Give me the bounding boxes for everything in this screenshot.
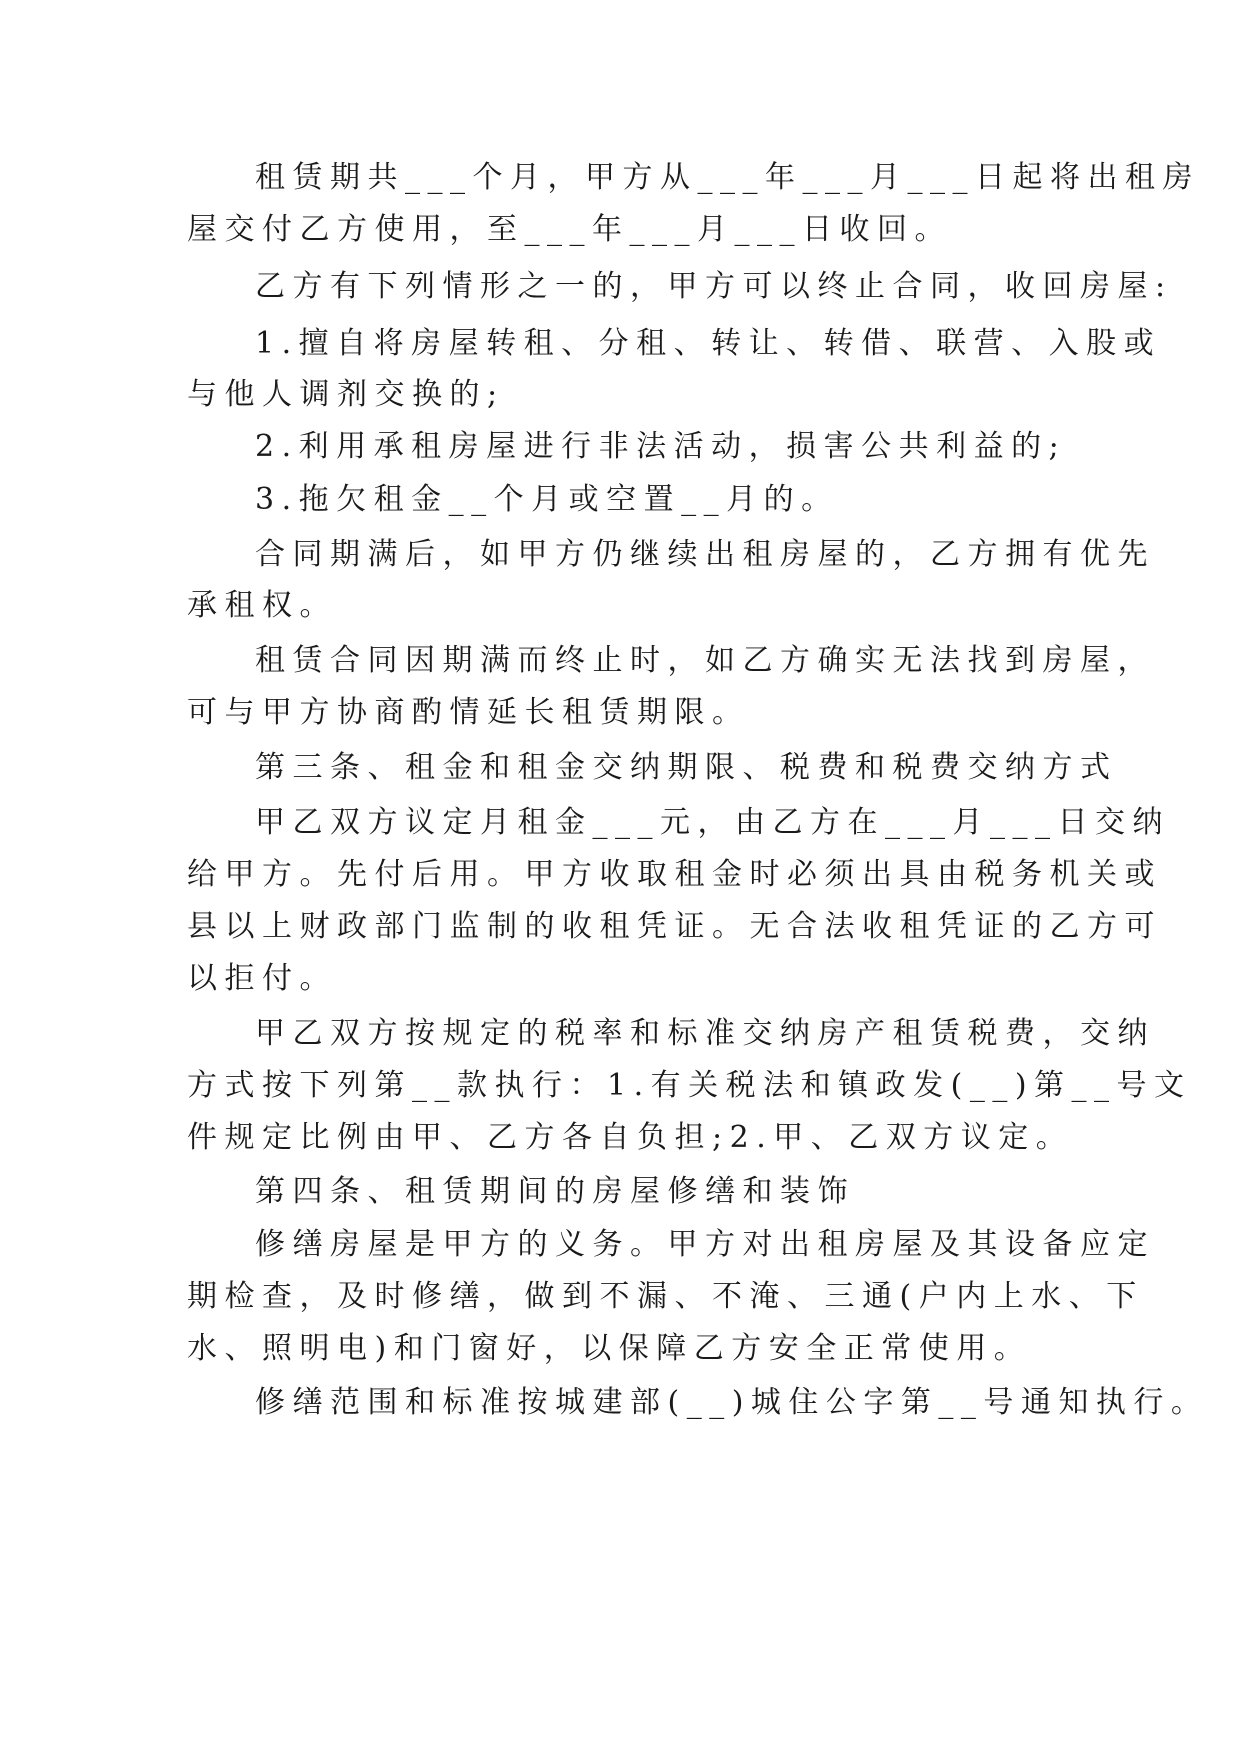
text-line: 方式按下列第__款执行：1.有关税法和镇政发(__)第__号文 <box>187 1068 1192 1103</box>
text-line: 屋交付乙方使用，至___年___月___日收回。 <box>187 212 952 247</box>
text-line: 可与甲方协商酌情延长租赁期限。 <box>187 695 750 730</box>
text-line: 3.拖欠租金__个月或空置__月的。 <box>255 482 839 517</box>
text-line: 修缮房屋是甲方的义务。甲方对出租房屋及其设备应定 <box>255 1227 1155 1262</box>
text-line: 水、照明电)和门窗好，以保障乙方安全正常使用。 <box>187 1331 1032 1366</box>
text-line: 合同期满后，如甲方仍继续出租房屋的，乙方拥有优先 <box>255 537 1155 572</box>
text-line: 甲乙双方按规定的税率和标准交纳房产租赁税费，交纳 <box>255 1016 1155 1051</box>
text-line: 以拒付。 <box>187 961 337 996</box>
text-line: 甲乙双方议定月租金___元，由乙方在___月___日交纳 <box>255 805 1170 840</box>
text-line: 租赁合同因期满而终止时，如乙方确实无法找到房屋， <box>255 643 1155 678</box>
text-line: 件规定比例由甲、乙方各自负担;2.甲、乙双方议定。 <box>187 1120 1074 1155</box>
text-line: 给甲方。先付后用。甲方收取租金时必须出具由税务机关或 <box>187 857 1162 892</box>
text-line: 乙方有下列情形之一的，甲方可以终止合同，收回房屋: <box>255 269 1173 304</box>
text-line: 租赁期共___个月，甲方从___年___月___日起将出租房 <box>255 160 1200 195</box>
text-line: 修缮范围和标准按城建部(__)城住公字第__号通知执行。 <box>255 1385 1209 1420</box>
text-line: 1.擅自将房屋转租、分租、转让、转借、联营、入股或 <box>255 326 1162 361</box>
text-line: 县以上财政部门监制的收租凭证。无合法收租凭证的乙方可 <box>187 909 1162 944</box>
section-heading: 第三条、租金和租金交纳期限、税费和税费交纳方式 <box>255 750 1118 785</box>
text-line: 2.利用承租房屋进行非法活动，损害公共利益的; <box>255 429 1067 464</box>
text-line: 期检查，及时修缮，做到不漏、不淹、三通(户内上水、下 <box>187 1279 1144 1314</box>
section-heading: 第四条、租赁期间的房屋修缮和装饰 <box>255 1174 855 1209</box>
text-line: 承租权。 <box>187 588 337 623</box>
text-line: 与他人调剂交换的; <box>187 377 505 412</box>
